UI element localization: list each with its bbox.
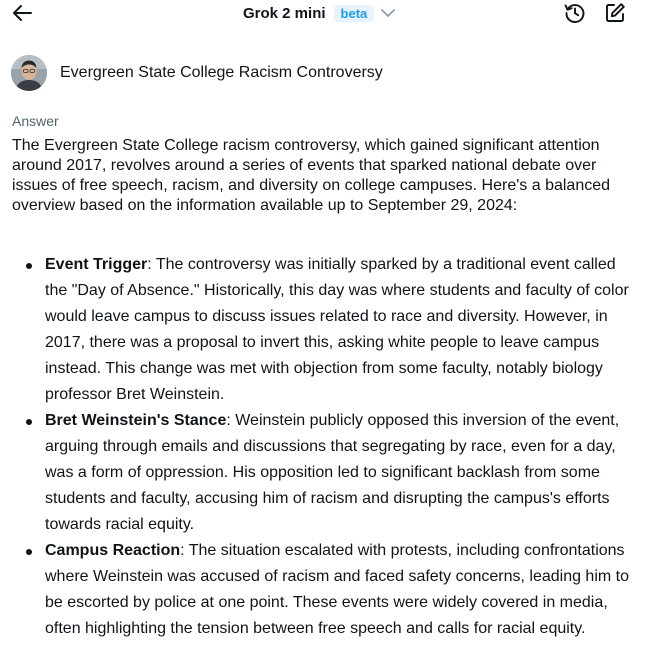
user-query bbox=[11, 55, 383, 91]
arrow-left-icon bbox=[12, 4, 32, 22]
model-title: Grok 2 mini bbox=[243, 4, 326, 22]
avatar bbox=[11, 55, 47, 91]
list-item bbox=[22, 252, 642, 408]
answer-label: Answer bbox=[12, 113, 59, 129]
chevron-down-icon bbox=[381, 8, 395, 18]
query-text: Evergreen State College Racism Controversy bbox=[60, 64, 383, 81]
compose-icon bbox=[603, 1, 627, 25]
bullet-title: Campus Reaction bbox=[45, 542, 181, 559]
bullet-text: : The situation escalated with protests, including confrontations where Weinstein was accused of racism and faced safety concerns, leading him to be escorted by police at one point. These events were widely covered in media, often highlighting the tension between free speech and calls for racial equity. bbox=[45, 542, 629, 637]
new-chat-button[interactable] bbox=[603, 1, 627, 25]
history-button[interactable] bbox=[563, 1, 587, 25]
bullet-title: Bret Weinstein's Stance bbox=[45, 412, 227, 429]
bullet-text: : Weinstein publicly opposed this inversion of the event, arguing through emails and discussions that segregating by race, even for a day, was a form of oppression. His opposition led to significant backlash from some students and faculty, accusing him of racism and disrupting the campus's efforts towards racial equity. bbox=[45, 412, 620, 533]
history-icon bbox=[563, 1, 587, 25]
bullet-title: Event Trigger bbox=[45, 256, 148, 273]
beta-badge: beta bbox=[334, 5, 375, 22]
answer-bullets bbox=[22, 252, 642, 642]
back-button[interactable] bbox=[10, 2, 34, 24]
list-item bbox=[22, 538, 642, 642]
top-bar bbox=[0, 0, 654, 28]
list-item bbox=[22, 408, 642, 538]
model-dropdown-toggle[interactable] bbox=[381, 8, 395, 18]
bullet-text: : The controversy was initially sparked by a traditional event called the "Day of Absence." Historically, this day was where students and faculty of color would leave campus to discuss issues related to race and diversity. However, in 2017, there was a proposal to invert this, asking white people to leave campus instead. This change was met with objection from some faculty, notably biology professor Bret Weinstein. bbox=[45, 256, 629, 403]
answer-intro: The Evergreen State College racism controversy, which gained significant attention around 2017, revolves around a series of events that sparked national debate over issues of free speech, racism, and diversity on college campuses. Here's a balanced overview based on the information available up to September 29, 2024: bbox=[12, 137, 611, 214]
model-selector[interactable] bbox=[243, 3, 395, 23]
